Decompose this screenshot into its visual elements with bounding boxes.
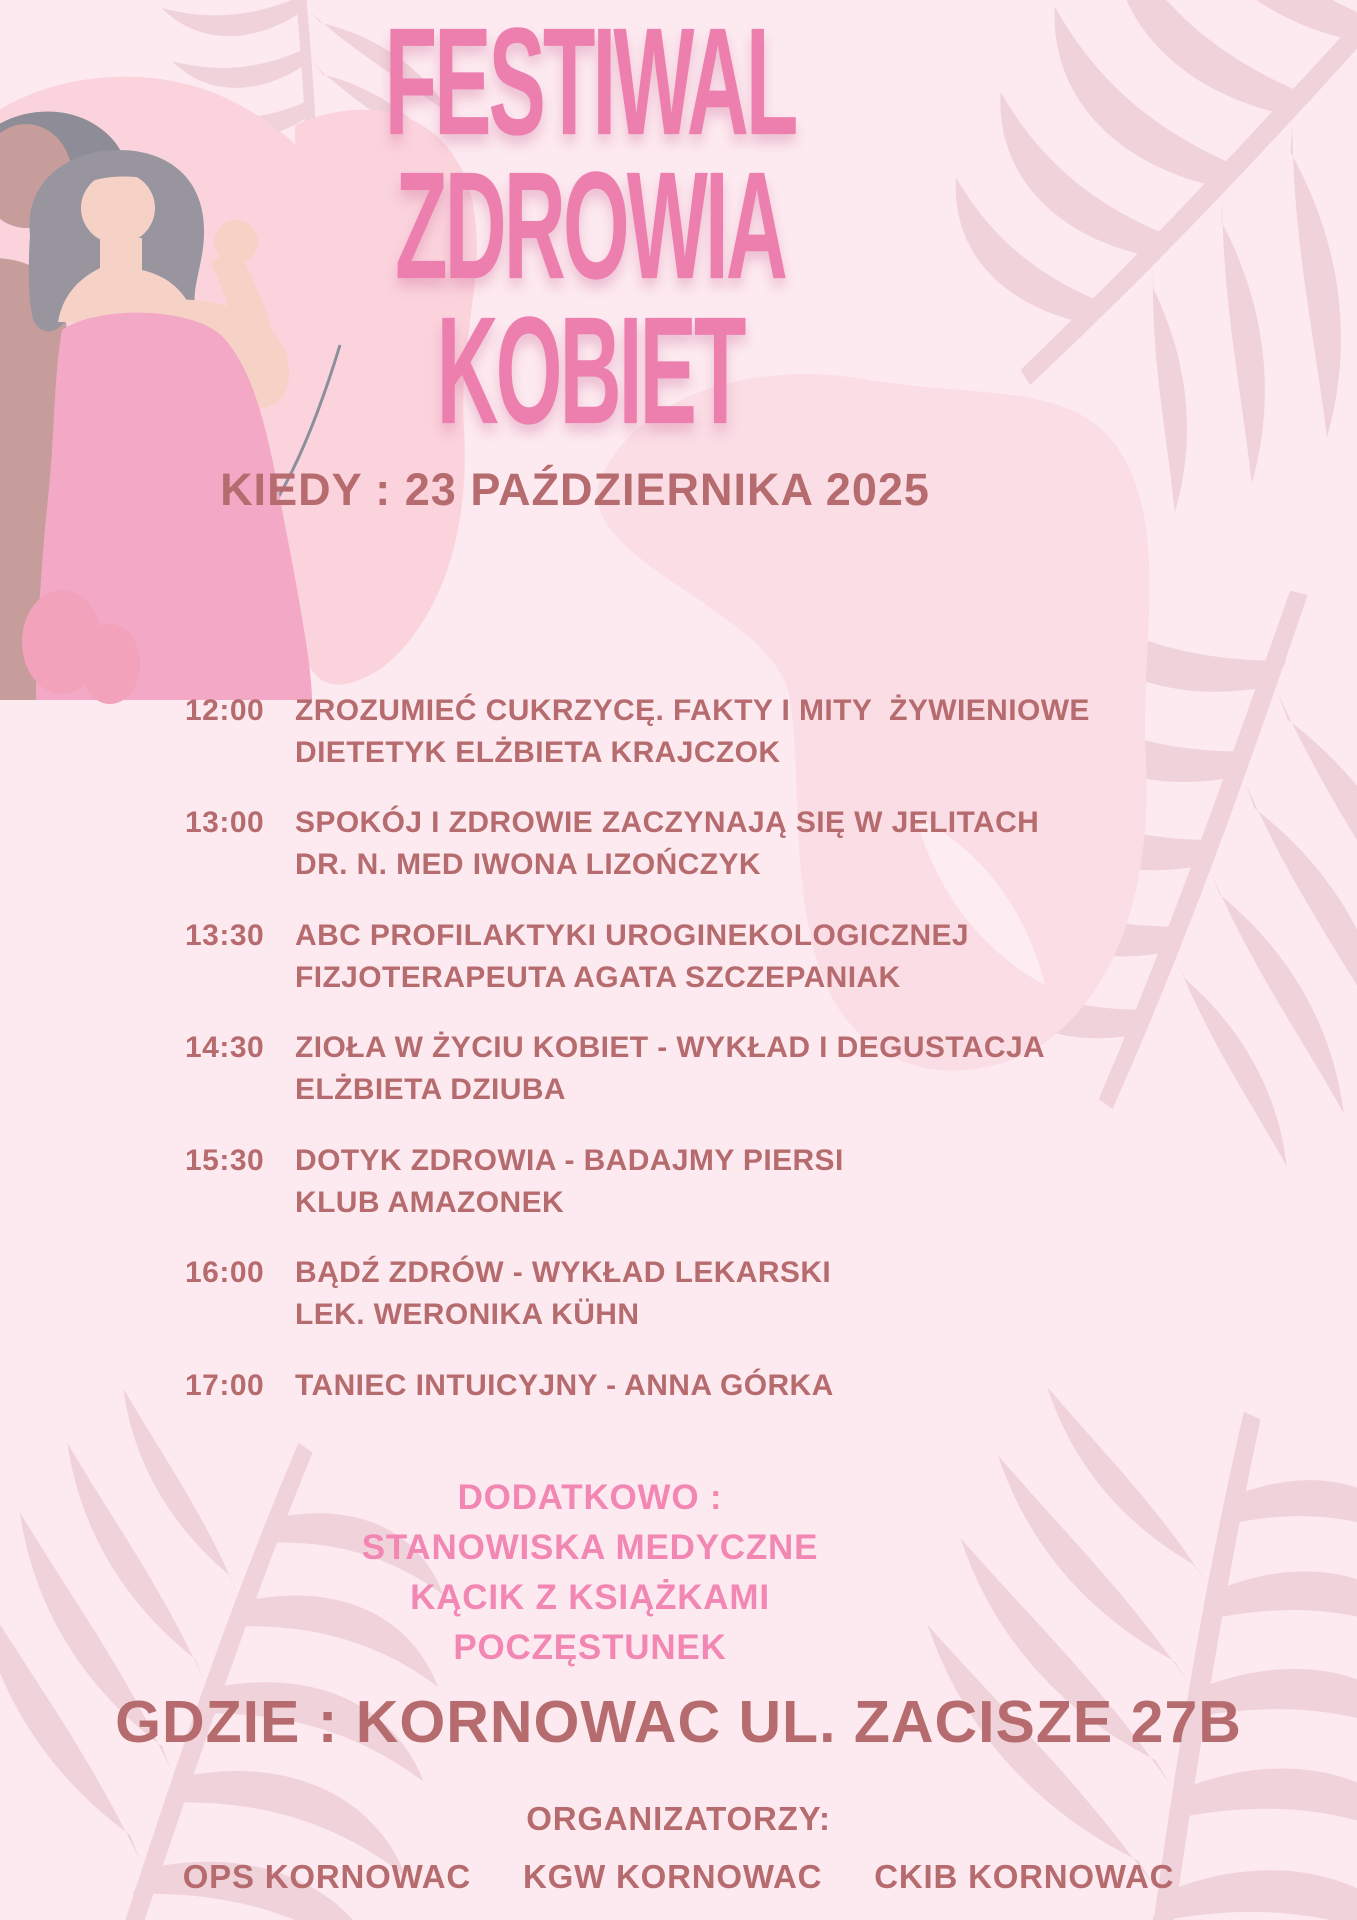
schedule-title-line: ZROZUMIEĆ CUKRZYCĘ. FAKTY I MITY ŻYWIENIOWE [295,694,1090,727]
schedule-title-line: BĄDŹ ZDRÓW - WYKŁAD LEKARSKI [295,1256,832,1289]
extras-item: STANOWISKA MEDYCZNE [361,1528,819,1567]
schedule-time: 13:30 [185,919,265,952]
schedule-description [295,1252,1185,1336]
schedule-description [295,1027,1185,1111]
organizer-name: CKIB KORNOWAC [874,1858,1175,1895]
schedule-description [295,1140,1185,1224]
schedule-time: 15:30 [185,1144,265,1177]
organizer-name: KGW KORNOWAC [522,1858,823,1895]
extras-item: KĄCIK Z KSIĄŻKAMI [410,1578,770,1617]
schedule-speaker-line: FIZJOTERAPEUTA AGATA SZCZEPANIAK [295,961,901,994]
schedule-speaker-line: KLUB AMAZONEK [295,1186,565,1219]
title-line-3: KOBIET [436,286,744,457]
schedule-description [295,915,1185,999]
schedule-time: 13:00 [185,806,265,839]
organizers-heading: ORGANIZATORZY: [526,1800,831,1837]
schedule-description [295,802,1185,886]
title-line-1: FESTIWAL [384,0,796,168]
schedule-time: 12:00 [185,694,265,727]
schedule-time: 14:30 [185,1031,265,1064]
schedule-speaker-line: DIETETYK ELŻBIETA KRAJCZOK [295,736,781,769]
schedule-title-line: ZIOŁA W ŻYCIU KOBIET - WYKŁAD I DEGUSTACJA [295,1031,1046,1064]
schedule-title-line: DOTYK ZDROWIA - BADAJMY PIERSI [295,1144,844,1177]
schedule-title-line: SPOKÓJ I ZDROWIE ZACZYNAJĄ SIĘ W JELITACH [295,806,1040,839]
event-location-heading: GDZIE : KORNOWAC UL. ZACISZE 27B [115,1689,1242,1755]
schedule-time: 17:00 [185,1369,265,1402]
organizers-list [0,1858,1357,1896]
schedule-speaker-line: DR. N. MED IWONA LIZOŃCZYK [295,848,761,881]
schedule-description [295,1365,1185,1407]
extras-item: POCZĘSTUNEK [453,1628,727,1667]
schedule-title-line: TANIEC INTUICYJNY - ANNA GÓRKA [295,1369,834,1402]
organizer-name: OPS KORNOWAC [182,1858,471,1895]
schedule-description [295,690,1185,774]
poster-title [0,0,1180,480]
extras-heading: DODATKOWO : [457,1478,723,1517]
schedule-speaker-line: LEK. WERONIKA KÜHN [295,1298,640,1331]
event-date-heading: KIEDY : 23 PAŹDZIERNIKA 2025 [220,464,930,515]
schedule-title-line: ABC PROFILAKTYKI UROGINEKOLOGICZNEJ [295,919,970,952]
schedule-time: 16:00 [185,1256,265,1289]
schedule-speaker-line: ELŻBIETA DZIUBA [295,1073,566,1106]
extras-section [0,1473,1180,1673]
title-line-2: ZDROWIA [395,141,785,312]
